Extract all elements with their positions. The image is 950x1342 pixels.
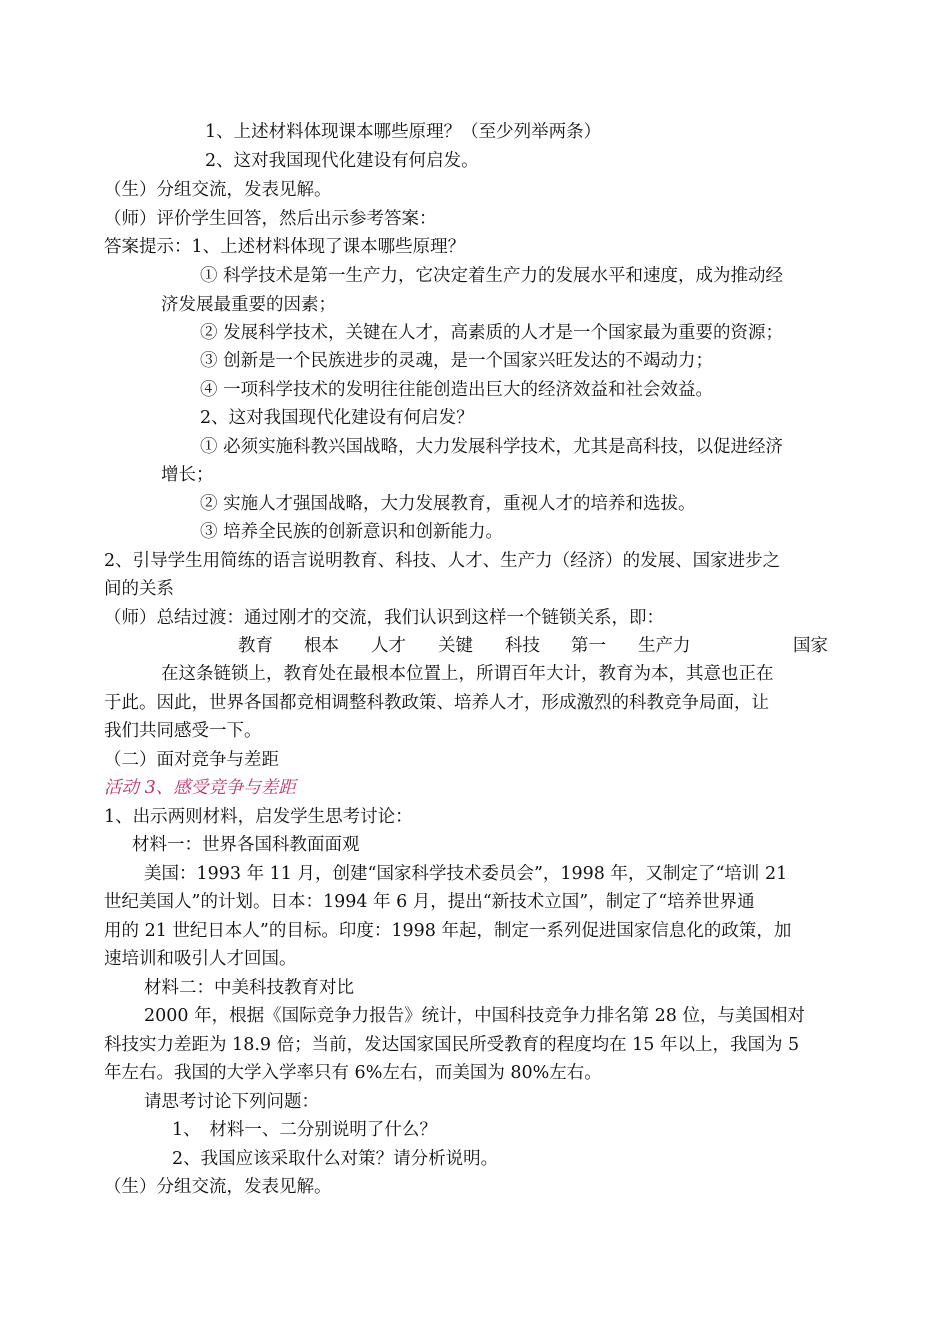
guide-line-2: 间的关系 [104, 579, 174, 599]
chain-paragraph-line-2: 于此。因此，世界各国都竞相调整科教政策、培养人才，形成激烈的科教竞争局面，让 [104, 693, 769, 713]
chain-word: 生产力 [638, 636, 691, 656]
section-heading-2: （二）面对竞争与差距 [104, 750, 279, 770]
student-response-2: （生）分组交流，发表见解。 [104, 1177, 332, 1197]
answer-4: ④ 一项科学技术的发明往往能创造出巨大的经济效益和社会效益。 [200, 380, 714, 400]
answer-2: ② 发展科学技术，关键在人才，高素质的人才是一个国家最为重要的资源； [200, 323, 784, 343]
guide-line-1: 2、引导学生用简练的语言说明教育、科技、人才、生产力（经济）的发展、国家进步之 [104, 551, 781, 571]
material-1-line-1: 美国：1993 年 11 月，创建“国家科学技术委员会”，1998 年，又制定了“培训 21 [144, 864, 788, 884]
student-response-1: （生）分组交流，发表见解。 [104, 180, 332, 200]
material-2-line-2: 科技实力差距为 18.9 倍；当前，发达国家国民所受教育的程度均在 15 年以上，我国为 5 [104, 1035, 800, 1055]
chain-word: 国家 [793, 636, 828, 656]
inspiration-1-line-1: ① 必须实施科教兴国战略，大力发展科学技术，尤其是高科技，以促进经济 [200, 437, 784, 457]
chain-word: 科技 [505, 636, 540, 656]
show-materials: 1、出示两则材料，启发学生思考讨论： [104, 807, 413, 827]
discussion-question-2: 2、我国应该采取什么对策？请分析说明。 [172, 1149, 499, 1169]
question-2: 2、这对我国现代化建设有何启发。 [205, 151, 479, 171]
chain-word: 人才 [371, 636, 406, 656]
answer-1-line-1: ① 科学技术是第一生产力，它决定着生产力的发展水平和速度，成为推动经 [200, 266, 784, 286]
chain-relation [0, 632, 950, 660]
teacher-summary: （师）总结过渡：通过刚才的交流，我们认识到这样一个链锁关系，即： [104, 608, 664, 628]
activity-3-heading: 活动 3、感受竞争与差距 [104, 778, 296, 798]
chain-word: 关键 [438, 636, 473, 656]
teacher-evaluation: （师）评价学生回答，然后出示参考答案： [104, 209, 437, 229]
chain-word: 根本 [304, 636, 339, 656]
material-2-title: 材料二：中美科技教育对比 [144, 978, 354, 998]
chain-word: 第一 [571, 636, 606, 656]
chain-word: 教育 [238, 636, 273, 656]
chain-paragraph-line-1: 在这条链锁上，教育处在最根本位置上，所谓百年大计，教育为本，其意也正在 [161, 664, 774, 684]
material-1-line-4: 速培训和吸引人才回国。 [104, 949, 297, 969]
material-2-line-3: 年左右。我国的大学入学率只有 6%左右，而美国为 80%左右。 [104, 1063, 602, 1083]
material-1-line-2: 世纪美国人”的计划。日本：1994 年 6 月，提出“新技术立国”，制定了“培养世界通 [104, 892, 755, 912]
chain-paragraph-line-3: 我们共同感受一下。 [104, 721, 262, 741]
question-1: 1、上述材料体现课本哪些原理？（至少列举两条） [205, 122, 602, 142]
material-2-line-1: 2000 年，根据《国际竞争力报告》统计，中国科技竞争力排名第 28 位，与美国相对 [144, 1006, 805, 1026]
discussion-question-1: 1、 材料一、二分别说明了什么？ [172, 1120, 437, 1140]
inspiration-2: ② 实施人才强国战略，大力发展教育，重视人才的培养和选拔。 [200, 494, 696, 514]
discussion-prompt: 请思考讨论下列问题： [144, 1092, 319, 1112]
material-1-line-3: 用的 21 世纪日本人”的目标。印度：1998 年起，制定一系列促进国家信息化的政策，加 [104, 921, 792, 941]
answer-3: ③ 创新是一个民族进步的灵魂，是一个国家兴旺发达的不竭动力； [200, 351, 714, 371]
answer-intro: 答案提示：1、上述材料体现了课本哪些原理？ [104, 237, 466, 257]
inspiration-3: ③ 培养全民族的创新意识和创新能力。 [200, 522, 504, 542]
inspiration-1-line-2: 增长； [161, 465, 214, 485]
material-1-title: 材料一：世界各国科教面面观 [132, 835, 360, 855]
question-2-answer: 2、这对我国现代化建设有何启发？ [200, 408, 474, 428]
answer-1-line-2: 济发展最重要的因素； [161, 295, 336, 315]
